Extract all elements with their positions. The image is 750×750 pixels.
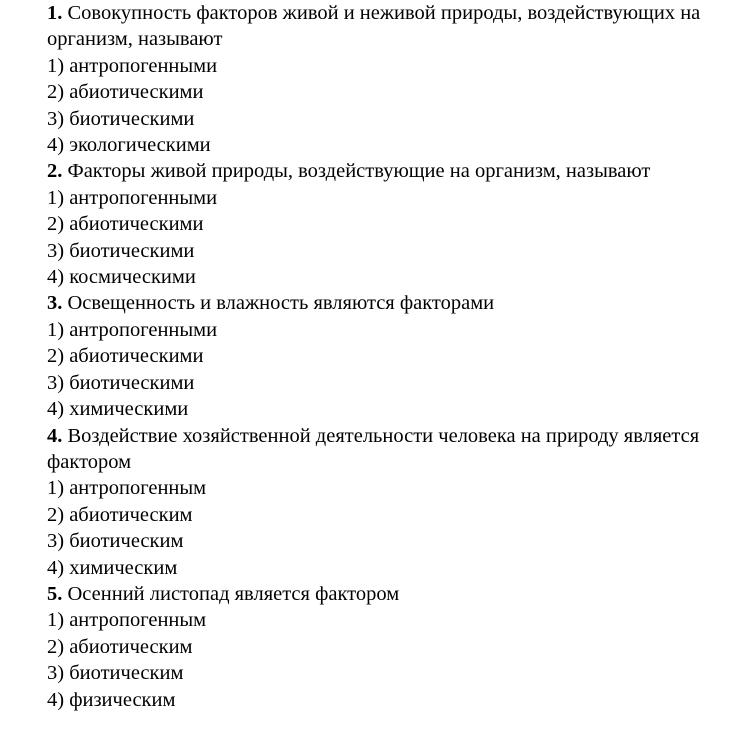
question-5	[47, 581, 737, 713]
test-sheet	[47, 0, 737, 713]
question-text: Осенний листопад является фактором	[67, 582, 400, 605]
answer-option: 1) антропогенным	[47, 477, 207, 500]
answer-option: 4) химическими	[47, 398, 189, 421]
question-prompt	[47, 290, 737, 316]
question-prompt	[47, 0, 737, 53]
question-number: 4.	[47, 424, 63, 447]
answer-option: 3) биотическим	[47, 662, 184, 685]
question-4	[47, 423, 737, 581]
answer-option: 3) биотическими	[47, 107, 195, 130]
answer-option: 2) абиотическим	[47, 635, 193, 658]
question-2	[47, 158, 737, 290]
question-text: Совокупность факторов живой и неживой природы, воздействующих на организм, называют	[47, 2, 701, 51]
answer-option: 3) биотическими	[47, 371, 195, 394]
question-number: 3.	[47, 292, 63, 315]
answer-option: 4) химическим	[47, 556, 178, 579]
answer-option: 1) антропогенными	[47, 186, 218, 209]
answer-option: 1) антропогенными	[47, 318, 218, 341]
answer-option: 3) биотическим	[47, 530, 184, 553]
question-number: 1.	[47, 2, 63, 24]
answer-option: 4) космическими	[47, 266, 196, 289]
answer-option: 3) биотическими	[47, 239, 195, 262]
question-3	[47, 290, 737, 422]
answer-option: 1) антропогенными	[47, 54, 218, 77]
question-prompt	[47, 158, 737, 184]
answer-option: 4) экологическими	[47, 134, 211, 157]
question-text: Освещенность и влажность являются факторами	[67, 292, 495, 315]
answer-option: 1) антропогенным	[47, 609, 207, 632]
question-prompt	[47, 581, 737, 607]
answer-option: 4) физическим	[47, 688, 176, 711]
answer-option: 2) абиотическим	[47, 503, 193, 526]
question-text: Воздействие хозяйственной деятельности человека на природу является фактором	[47, 424, 700, 473]
answer-option: 2) абиотическими	[47, 345, 204, 368]
answer-option: 2) абиотическими	[47, 81, 204, 104]
answer-option: 2) абиотическими	[47, 213, 204, 236]
question-prompt	[47, 423, 737, 476]
question-number: 2.	[47, 160, 63, 183]
question-1	[47, 0, 737, 158]
question-text: Факторы живой природы, воздействующие на организм, называют	[67, 160, 651, 183]
question-number: 5.	[47, 582, 63, 605]
